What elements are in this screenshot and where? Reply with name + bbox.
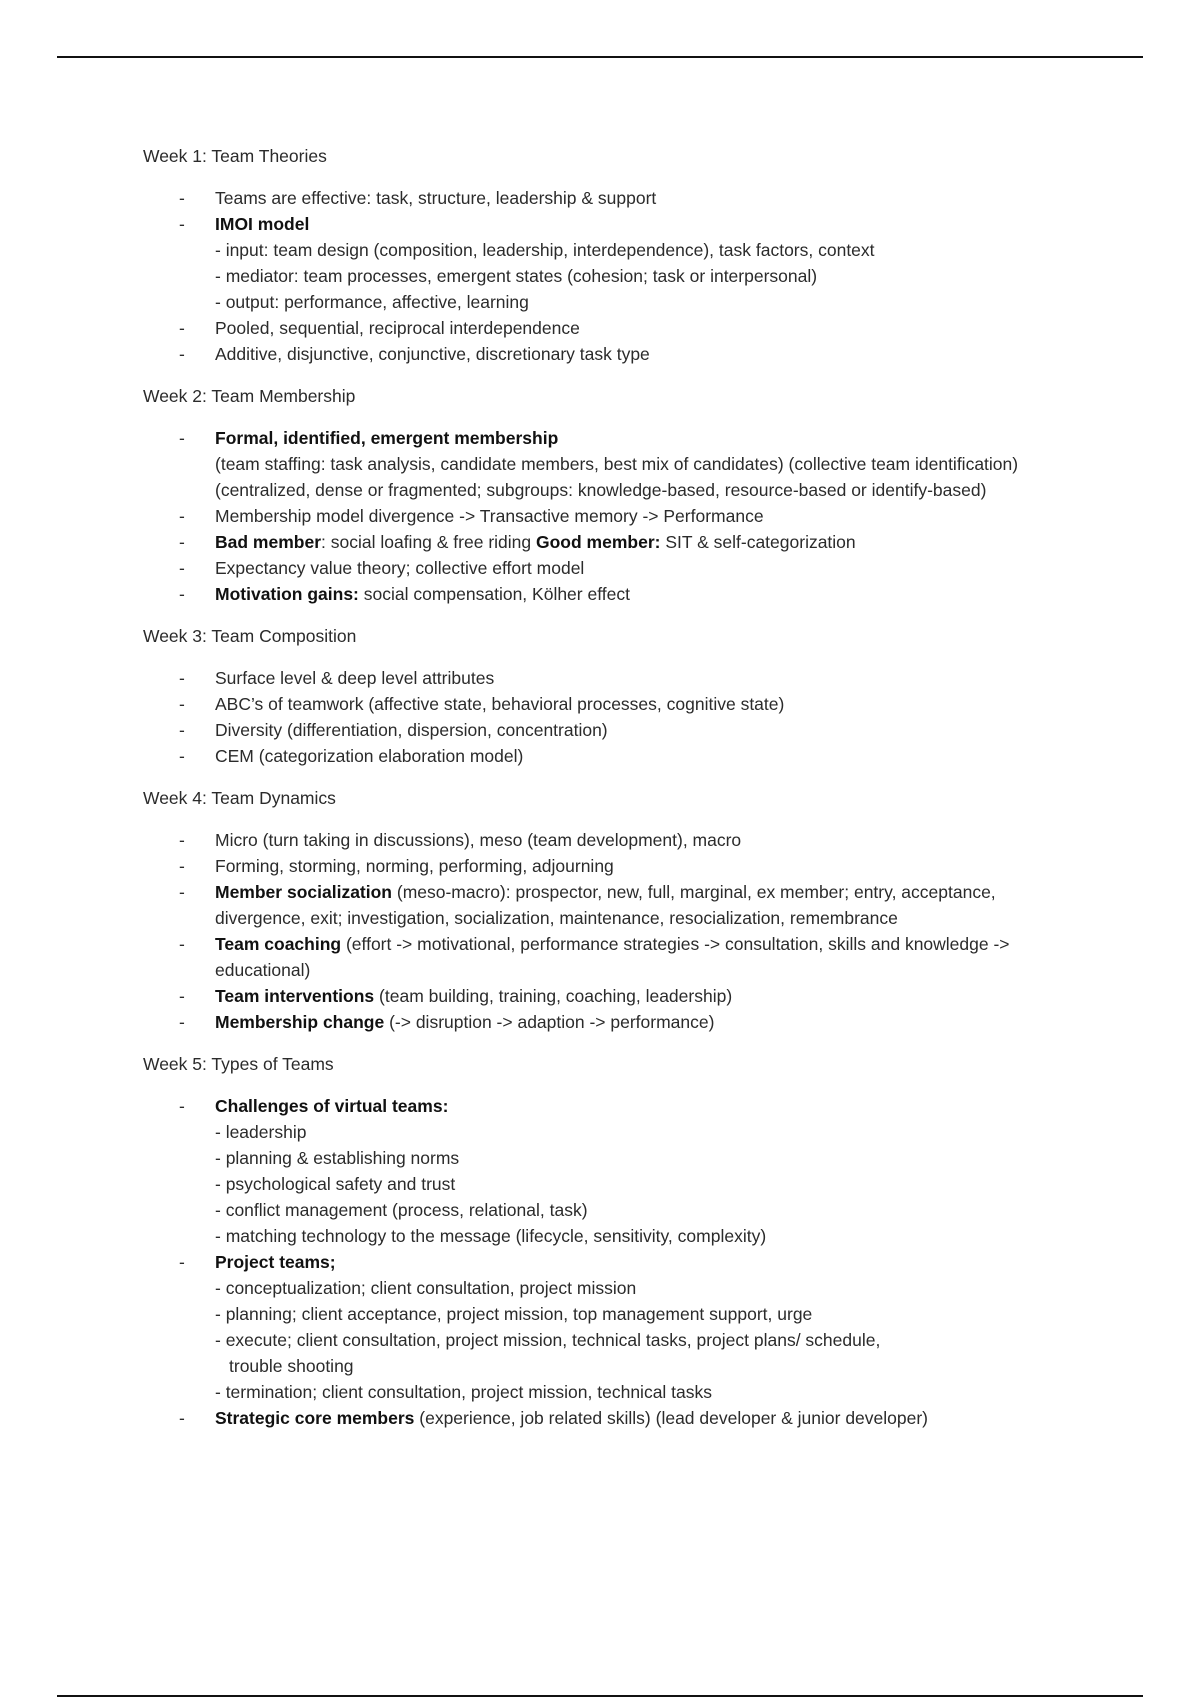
list-item bbox=[143, 529, 1083, 555]
list-item bbox=[143, 1009, 1083, 1035]
item-text: (team building, training, coaching, leadership) bbox=[374, 986, 733, 1006]
sub-point: - termination; client consultation, project mission, technical tasks bbox=[215, 1382, 713, 1402]
bullet-dash: - bbox=[179, 668, 185, 688]
list-item bbox=[143, 717, 1083, 743]
item-bold-term: Membership change bbox=[215, 1012, 385, 1032]
bullet-dash: - bbox=[179, 882, 185, 902]
item-text: social compensation, Kölher effect bbox=[358, 584, 630, 604]
bullet-dash: - bbox=[179, 532, 185, 552]
sub-point: - output: performance, affective, learning bbox=[215, 292, 529, 312]
bullet-dash: - bbox=[179, 934, 185, 954]
item-bold-term: Strategic core members bbox=[215, 1408, 415, 1428]
item-bold-term: Team coaching bbox=[215, 934, 342, 954]
bullet-dash: - bbox=[179, 1096, 185, 1116]
sub-point: trouble shooting bbox=[229, 1356, 354, 1376]
item-bold-term: Project teams; bbox=[215, 1252, 336, 1272]
bullet-dash: - bbox=[179, 1012, 185, 1032]
item-text: (meso-macro): prospector, new, full, marginal, ex member; entry, acceptance, divergence, exit; investigation, socialization, maintenance, resocialization, remembrance bbox=[215, 882, 996, 928]
bullet-dash: - bbox=[179, 830, 185, 850]
bullet-dash: - bbox=[179, 856, 185, 876]
item-text: Membership model divergence -> Transactive memory -> Performance bbox=[215, 506, 764, 526]
sub-point: - execute; client consultation, project mission, technical tasks, project plans/ schedule, bbox=[215, 1330, 881, 1350]
list-item bbox=[143, 425, 1083, 503]
list-item bbox=[143, 853, 1083, 879]
header-rule bbox=[57, 56, 1143, 58]
sub-point: - matching technology to the message (lifecycle, sensitivity, complexity) bbox=[215, 1226, 767, 1246]
sub-point: - planning; client acceptance, project mission, top management support, urge bbox=[215, 1304, 813, 1324]
sub-point: - input: team design (composition, leadership, interdependence), task factors, context bbox=[215, 240, 875, 260]
section-heading: Week 2: Team Membership bbox=[143, 386, 356, 406]
item-text: (-> disruption -> adaption -> performance) bbox=[384, 1012, 715, 1032]
bullet-list bbox=[143, 185, 1083, 367]
item-text: (experience, job related skills) (lead developer & junior developer) bbox=[414, 1408, 929, 1428]
list-item bbox=[143, 555, 1083, 581]
item-text: Expectancy value theory; collective effort model bbox=[215, 558, 585, 578]
item-bold-term: IMOI model bbox=[215, 214, 310, 234]
section-heading: Week 5: Types of Teams bbox=[143, 1054, 334, 1074]
item-text: (effort -> motivational, performance strategies -> consultation, skills and knowledge -> educational) bbox=[215, 934, 1010, 980]
sub-point: - leadership bbox=[215, 1122, 307, 1142]
item-bold-term: Challenges of virtual teams: bbox=[215, 1096, 449, 1116]
item-bold-term: Bad member bbox=[215, 532, 322, 552]
section-heading: Week 3: Team Composition bbox=[143, 626, 357, 646]
list-item bbox=[143, 211, 1083, 315]
list-item bbox=[143, 931, 1083, 983]
bullet-dash: - bbox=[179, 1252, 185, 1272]
sub-point: - conceptualization; client consultation, project mission bbox=[215, 1278, 637, 1298]
list-item bbox=[143, 315, 1083, 341]
section-heading: Week 4: Team Dynamics bbox=[143, 788, 336, 808]
bullet-dash: - bbox=[179, 344, 185, 364]
bullet-dash: - bbox=[179, 986, 185, 1006]
sub-point: - psychological safety and trust bbox=[215, 1174, 456, 1194]
document-body bbox=[143, 143, 1083, 1447]
item-text: SIT & self-categorization bbox=[660, 532, 856, 552]
sub-point: - planning & establishing norms bbox=[215, 1148, 460, 1168]
list-item bbox=[143, 503, 1083, 529]
bullet-list bbox=[143, 425, 1083, 607]
list-item bbox=[143, 665, 1083, 691]
list-item bbox=[143, 581, 1083, 607]
list-item bbox=[143, 1093, 1083, 1249]
sub-point: - conflict management (process, relational, task) bbox=[215, 1200, 588, 1220]
list-item bbox=[143, 1249, 1083, 1405]
bullet-dash: - bbox=[179, 1408, 185, 1428]
bullet-dash: - bbox=[179, 746, 185, 766]
item-text: Surface level & deep level attributes bbox=[215, 668, 495, 688]
item-text: Forming, storming, norming, performing, adjourning bbox=[215, 856, 614, 876]
list-item bbox=[143, 983, 1083, 1009]
bullet-dash: - bbox=[179, 584, 185, 604]
item-text: ABC’s of teamwork (affective state, behavioral processes, cognitive state) bbox=[215, 694, 785, 714]
item-text: Additive, disjunctive, conjunctive, discretionary task type bbox=[215, 344, 650, 364]
item-text: Pooled, sequential, reciprocal interdependence bbox=[215, 318, 580, 338]
footer-rule bbox=[57, 1695, 1143, 1697]
section-heading: Week 1: Team Theories bbox=[143, 146, 327, 166]
bullet-list bbox=[143, 1093, 1083, 1431]
list-item bbox=[143, 743, 1083, 769]
item-bold-term: Motivation gains: bbox=[215, 584, 359, 604]
item-text: CEM (categorization elaboration model) bbox=[215, 746, 524, 766]
item-bold-term: Member socialization bbox=[215, 882, 392, 902]
item-bold-term: Good member: bbox=[536, 532, 661, 552]
list-item bbox=[143, 879, 1083, 931]
bullet-dash: - bbox=[179, 720, 185, 740]
item-bold-term: Team interventions bbox=[215, 986, 375, 1006]
item-text: Diversity (differentiation, dispersion, concentration) bbox=[215, 720, 608, 740]
bullet-dash: - bbox=[179, 428, 185, 448]
bullet-dash: - bbox=[179, 506, 185, 526]
list-item bbox=[143, 1405, 1083, 1431]
item-text: Teams are effective: task, structure, leadership & support bbox=[215, 188, 657, 208]
item-text: : social loafing & free riding bbox=[321, 532, 536, 552]
item-text: Micro (turn taking in discussions), meso (team development), macro bbox=[215, 830, 742, 850]
sub-point: (team staffing: task analysis, candidate members, best mix of candidates) (collective team identification) (centralized, dense or fragmented; subgroups: knowledge-based, resource-based or identify-based) bbox=[215, 454, 1019, 500]
sub-point: - mediator: team processes, emergent states (cohesion; task or interpersonal) bbox=[215, 266, 818, 286]
list-item bbox=[143, 691, 1083, 717]
bullet-dash: - bbox=[179, 318, 185, 338]
list-item bbox=[143, 185, 1083, 211]
bullet-list bbox=[143, 827, 1083, 1035]
bullet-dash: - bbox=[179, 214, 185, 234]
list-item bbox=[143, 827, 1083, 853]
bullet-dash: - bbox=[179, 188, 185, 208]
item-bold-term: Formal, identified, emergent membership bbox=[215, 428, 559, 448]
list-item bbox=[143, 341, 1083, 367]
bullet-list bbox=[143, 665, 1083, 769]
bullet-dash: - bbox=[179, 558, 185, 578]
bullet-dash: - bbox=[179, 694, 185, 714]
